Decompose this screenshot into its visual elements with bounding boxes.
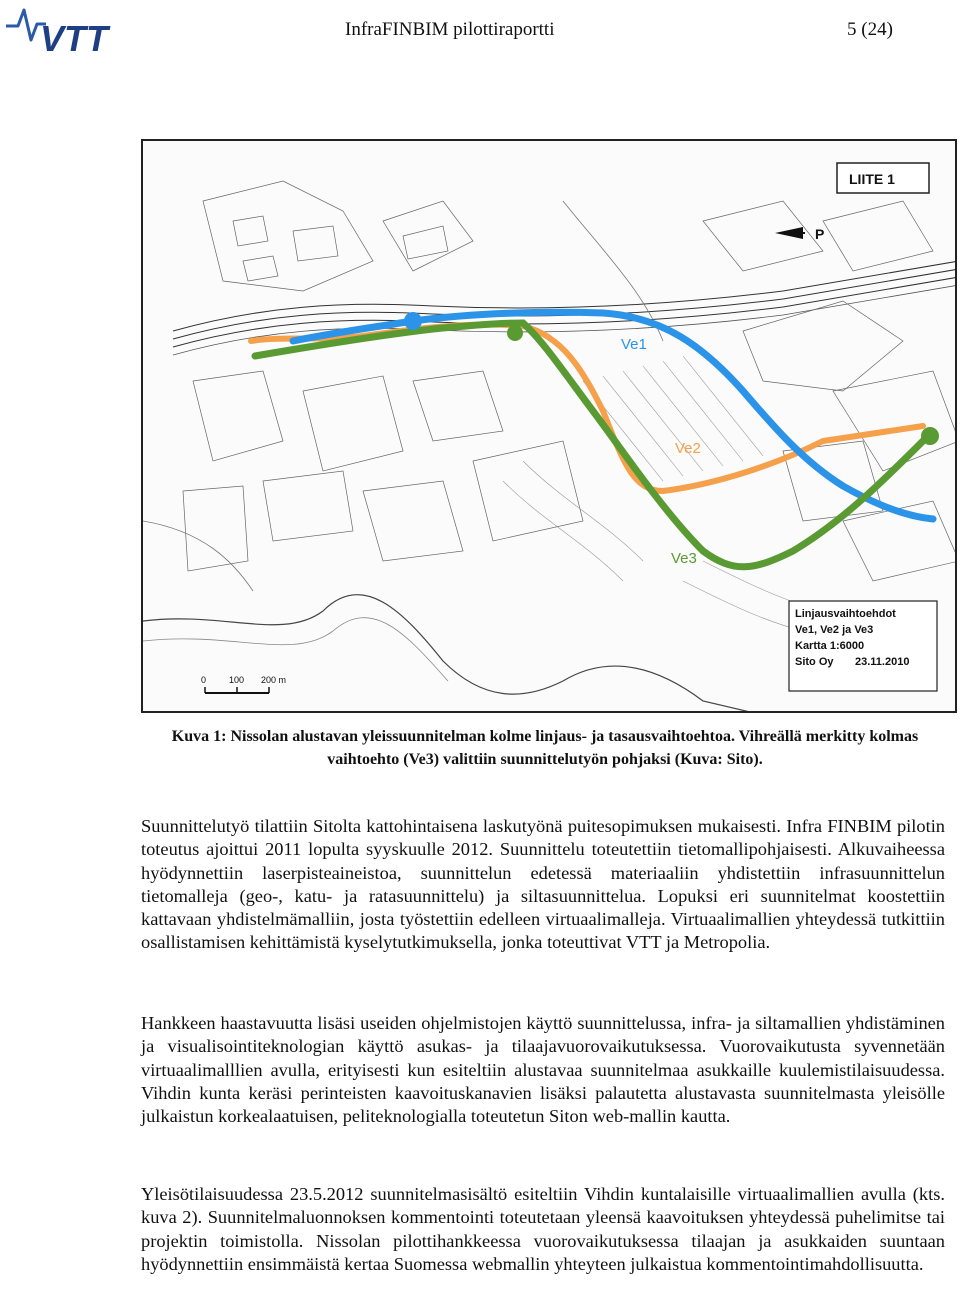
route-end-green-dot: [921, 427, 939, 445]
vtt-logo: [4, 4, 144, 54]
paragraph-1: Suunnittelutyö tilattiin Sitolta kattohintaisena laskutyönä puitesopimuksen mukaisesti. Infra FINBIM pilotin toteutus ajoittui 2011 lopulta syyskuulle 2012. Suunnittelu toteutettiin tietomallipohjaisesti. Alkuvaiheessa hyödynnettiin laserpisteaineistoa, suunnittelun edetessä materiaaliin yhdistettiin infrasuunnittelun tietomalleja (geo-, katu- ja ratasuunnittelu) ja siltasuunnittelua. Lopuksi eri suunnitelmat koostettiin kattavaan yhdistelmämalliin, josta työstettiin edelleen virtuaalimalleja. Virtuaalimallien yhteydessä tutkittiin osallistamisen kehittämistä kyselytutkimuksella, jonka toteuttivat VTT ja Metropolia.: [141, 816, 945, 953]
paragraph-2: Hankkeen haastavuutta lisäsi useiden ohjelmistojen käyttö suunnittelussa, infra- ja siltamallien yhdistäminen ja visualisointiteknologian käyttö asukas- ja tilaajavuorovaikutuksessa. Vuorovaikutusta syvennetään virtuaalimalllien avulla, erityisesti kun esiteltiin alustavaa suunnitelmaa asukkaille kuulemistilaisuudessa. Vihdin kunta keräsi perinteisten kaavoituskanavien lisäksi palautetta alustavasta suunnitelmasta yleisölle julkaistun korkealaatuisen, peliteknologialla toteutetun Siton web-mallin kautta.: [141, 1013, 945, 1127]
svg-text:Linjausvaihtoehdot: Linjausvaihtoehdot: [795, 608, 896, 620]
route-label-ve1: Ve1: [621, 336, 647, 353]
svg-text:P: P: [815, 226, 825, 242]
svg-text:Sito Oy: Sito Oy: [795, 656, 834, 668]
attachment-label: LIITE 1: [849, 171, 895, 187]
route-ve3-green: [255, 323, 928, 567]
map-legend: [789, 601, 937, 691]
svg-text:Ve1, Ve2 ja Ve3: Ve1, Ve2 ja Ve3: [795, 624, 874, 636]
route-map-figure: [141, 139, 957, 713]
route-start-blue-dot: [404, 312, 422, 330]
paragraph-3: Yleisötilaisuudessa 23.5.2012 suunnitelmasisältö esiteltiin Vihdin kuntalaisille virtuaalimallien avulla (kts. kuva 2). Suunnitelmaluonnoksen kommentointi toteutetaan yleensä kaavoituksen yhteydessä puhelimitse tai projektin toimistolla. Nissolan pilottihankkeessa vuorovaikutuksessa tilaajan ja asukkaiden suuntaan hyödynnettiin ensimmäistä kertaa Suomessa webmallin yhteyteen julkaistua kommentointimahdollisuutta.: [141, 1184, 945, 1274]
figure-caption: Kuva 1: Nissolan alustavan yleissuunnitelman kolme linjaus- ja tasausvaihtoehtoa. Vihreällä merkitty kolmas vaihtoehto (Ve3) valittiin suunnittelutyön pohjaksi (Kuva: Sito).: [171, 728, 919, 768]
route-junction-green-dot: [507, 325, 523, 341]
svg-text:23.11.2010: 23.11.2010: [855, 656, 910, 668]
svg-text:0: 0: [201, 675, 207, 685]
page-number: 5 (24): [847, 19, 893, 40]
route-label-ve3: Ve3: [671, 550, 697, 567]
north-arrow-icon: [775, 226, 824, 242]
svg-text:Kartta 1:6000: Kartta 1:6000: [795, 640, 865, 652]
svg-text:200 m: 200 m: [261, 675, 287, 685]
logo-text: VTT: [40, 18, 108, 54]
scale-bar: [201, 675, 286, 693]
document-title: InfraFINBIM pilottiraportti: [345, 19, 555, 40]
route-label-ve2: Ve2: [675, 440, 701, 457]
svg-text:100: 100: [229, 675, 245, 685]
